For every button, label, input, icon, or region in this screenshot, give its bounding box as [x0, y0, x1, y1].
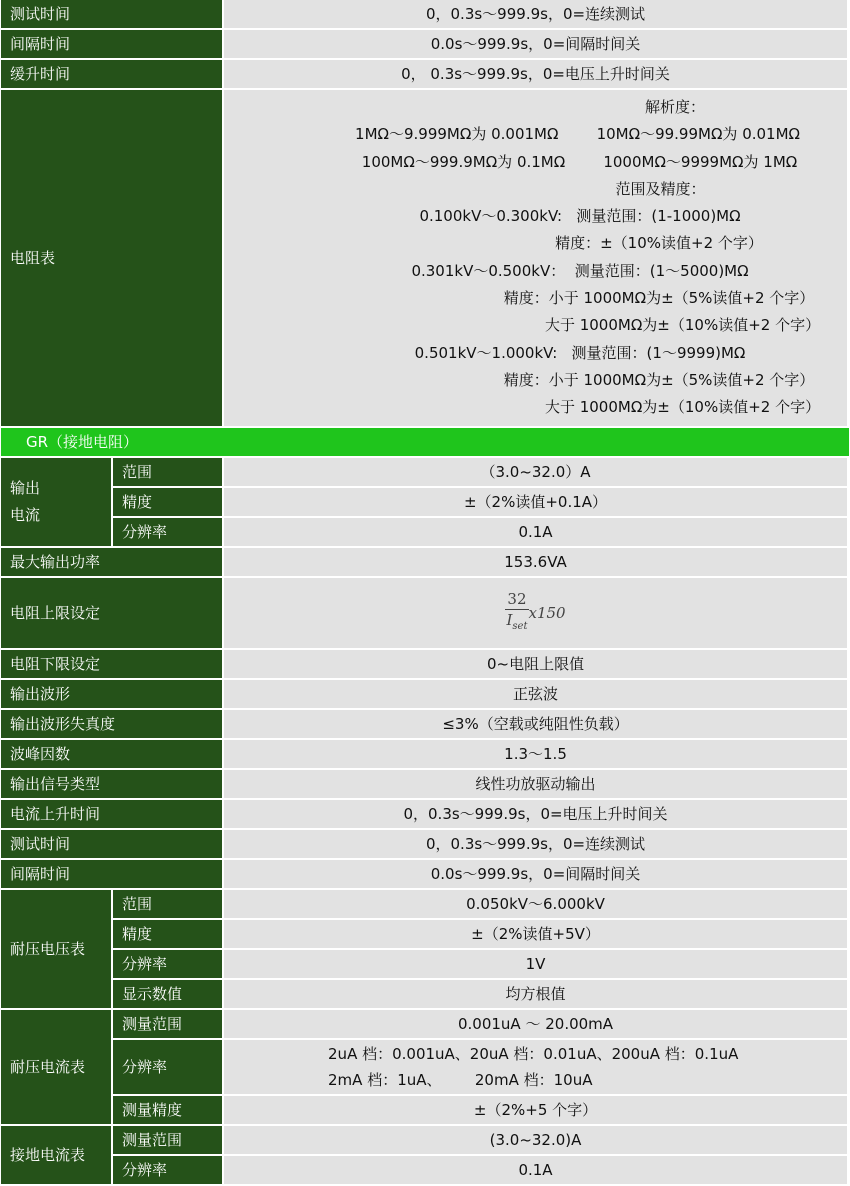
table-row — [1, 800, 849, 830]
table-row — [1, 1156, 849, 1186]
row-sublabel: 测量精度 — [113, 1096, 224, 1126]
row-label: 间隔时间 — [1, 30, 224, 60]
row-sublabel: 范围 — [113, 890, 224, 920]
row-label: 最大输出功率 — [1, 548, 224, 578]
spec-line: 0.100kV～0.300kV: 测量范围：(1-1000)MΩ — [419, 207, 741, 226]
row-value: 0，0.3s～999.9s，0=电压上升时间关 — [224, 800, 849, 830]
row-value: 0.0s～999.9s，0=间隔时间关 — [224, 860, 849, 890]
row-value: （3.0~32.0）A — [224, 458, 849, 488]
table-row — [1, 680, 849, 710]
row-value: 0， 0.3s～999.9s，0=电压上升时间关 — [224, 60, 849, 90]
row-value: 0，0.3s～999.9s，0=连续测试 — [224, 830, 849, 860]
row-value: 0，0.3s～999.9s，0=连续测试 — [224, 0, 849, 30]
formula-denominator: $I_{set}$ — [506, 610, 528, 632]
table-row — [1, 30, 849, 60]
table-row — [1, 950, 849, 980]
formula-multiplier: x150 — [528, 603, 566, 622]
table-row — [1, 488, 849, 518]
table-row — [1, 458, 849, 488]
table-row — [1, 518, 849, 548]
row-value: 1V — [224, 950, 849, 980]
row-label: 测试时间 — [1, 830, 224, 860]
row-value: 0~电阻上限值 — [224, 650, 849, 680]
row-value-multiline — [224, 1040, 849, 1096]
row-value: 正弦波 — [224, 680, 849, 710]
spec-line: 大于 1000MΩ为±（10%读值+2 个字） — [544, 316, 821, 335]
table-row — [1, 548, 849, 578]
table-row — [1, 710, 849, 740]
row-label: 电流上升时间 — [1, 800, 224, 830]
row-sublabel: 分辨率 — [113, 518, 224, 548]
row-value: ±（2%+5 个字） — [224, 1096, 849, 1126]
row-sublabel: 范围 — [113, 458, 224, 488]
row-value: (3.0~32.0)A — [224, 1126, 849, 1156]
row-label: 输出波形 — [1, 680, 224, 710]
row-value: 0.0s～999.9s，0=间隔时间关 — [224, 30, 849, 60]
table-row — [1, 740, 849, 770]
table-row — [1, 1126, 849, 1156]
row-value: 线性功放驱动输出 — [224, 770, 849, 800]
row-value: 1.3～1.5 — [224, 740, 849, 770]
spec-line: 2mA 档：1uA、 20mA 档：10uA — [328, 1070, 593, 1089]
table-row — [1, 980, 849, 1010]
table-row — [1, 0, 849, 30]
table-row — [1, 830, 849, 860]
row-value: 0.1A — [224, 1156, 849, 1186]
spec-line: 0.501kV～1.000kV: 测量范围：(1～9999)MΩ — [414, 343, 746, 362]
row-value: ±（2%读值+0.1A） — [224, 488, 849, 518]
row-label: 间隔时间 — [1, 860, 224, 890]
table-row — [1, 770, 849, 800]
resistance-meter-label: 电阻表 — [1, 90, 224, 428]
row-sublabel: 精度 — [113, 920, 224, 950]
spec-line: 解析度： — [645, 98, 706, 116]
spec-line: 1MΩ～9.999MΩ为 0.001MΩ 10MΩ～99.99MΩ为 0.01MΩ — [355, 125, 800, 144]
ground-current-meter-label: 接地电流表 — [1, 1126, 113, 1186]
row-value: ±（2%读值+5V） — [224, 920, 849, 950]
row-label: 缓升时间 — [1, 60, 224, 90]
formula — [505, 590, 565, 636]
row-label: 测试时间 — [1, 0, 224, 30]
row-value: 均方根值 — [224, 980, 849, 1010]
table-row — [1, 650, 849, 680]
row-sublabel: 测量范围 — [113, 1010, 224, 1040]
row-label: 电阻下限设定 — [1, 650, 224, 680]
table-row — [1, 1010, 849, 1040]
spec-line: 精度：±（10%读值+2 个字） — [555, 234, 763, 253]
table-row — [1, 60, 849, 90]
row-label: 波峰因数 — [1, 740, 224, 770]
row-label: 输出波形失真度 — [1, 710, 224, 740]
spec-line: 2uA 档：0.001uA、20uA 档：0.01uA、200uA 档：0.1uA — [328, 1044, 739, 1063]
table-row — [1, 890, 849, 920]
row-value: ≤3%（空载或纯阻性负载） — [224, 710, 849, 740]
row-value: 0.001uA ～ 20.00mA — [224, 1010, 849, 1040]
spec-line: 精度：小于 1000MΩ为±（5%读值+2 个字） — [503, 289, 815, 308]
table-row — [1, 1040, 849, 1096]
row-value: 0.050kV～6.000kV — [224, 890, 849, 920]
formula-numerator: 32 — [507, 589, 527, 608]
table-row — [1, 1096, 849, 1126]
row-label: 输出信号类型 — [1, 770, 224, 800]
table-row — [1, 860, 849, 890]
withstand-voltage-meter-label: 耐压电压表 — [1, 890, 113, 1010]
spec-line: 范围及精度： — [615, 179, 706, 198]
spec-table — [1, 0, 849, 1186]
row-value: 153.6VA — [224, 548, 849, 578]
row-label: 电阻上限设定 — [1, 578, 224, 650]
row-value: 0.1A — [224, 518, 849, 548]
output-current-label: 输出 电流 — [1, 458, 113, 548]
row-sublabel: 分辨率 — [113, 950, 224, 980]
row-sublabel: 精度 — [113, 488, 224, 518]
spec-line: 精度：小于 1000MΩ为±（5%读值+2 个字） — [503, 370, 815, 389]
section-header-row — [1, 428, 849, 458]
table-row — [1, 90, 849, 428]
table-row — [1, 920, 849, 950]
spec-line: 大于 1000MΩ为±（10%读值+2 个字） — [544, 398, 821, 417]
row-sublabel: 测量范围 — [113, 1126, 224, 1156]
spec-line: 100MΩ～999.9MΩ为 0.1MΩ 1000MΩ～9999MΩ为 1MΩ — [361, 152, 798, 171]
upper-limit-formula — [224, 578, 849, 650]
row-sublabel: 显示数值 — [113, 980, 224, 1010]
resistance-meter-spec — [224, 90, 849, 428]
table-row — [1, 578, 849, 650]
row-sublabel: 分辨率 — [113, 1156, 224, 1186]
section-title: GR（接地电阻） — [1, 428, 849, 458]
row-sublabel: 分辨率 — [113, 1040, 224, 1096]
withstand-current-meter-label: 耐压电流表 — [1, 1010, 113, 1126]
spec-line: 0.301kV～0.500kV： 测量范围：(1～5000)MΩ — [411, 261, 749, 280]
